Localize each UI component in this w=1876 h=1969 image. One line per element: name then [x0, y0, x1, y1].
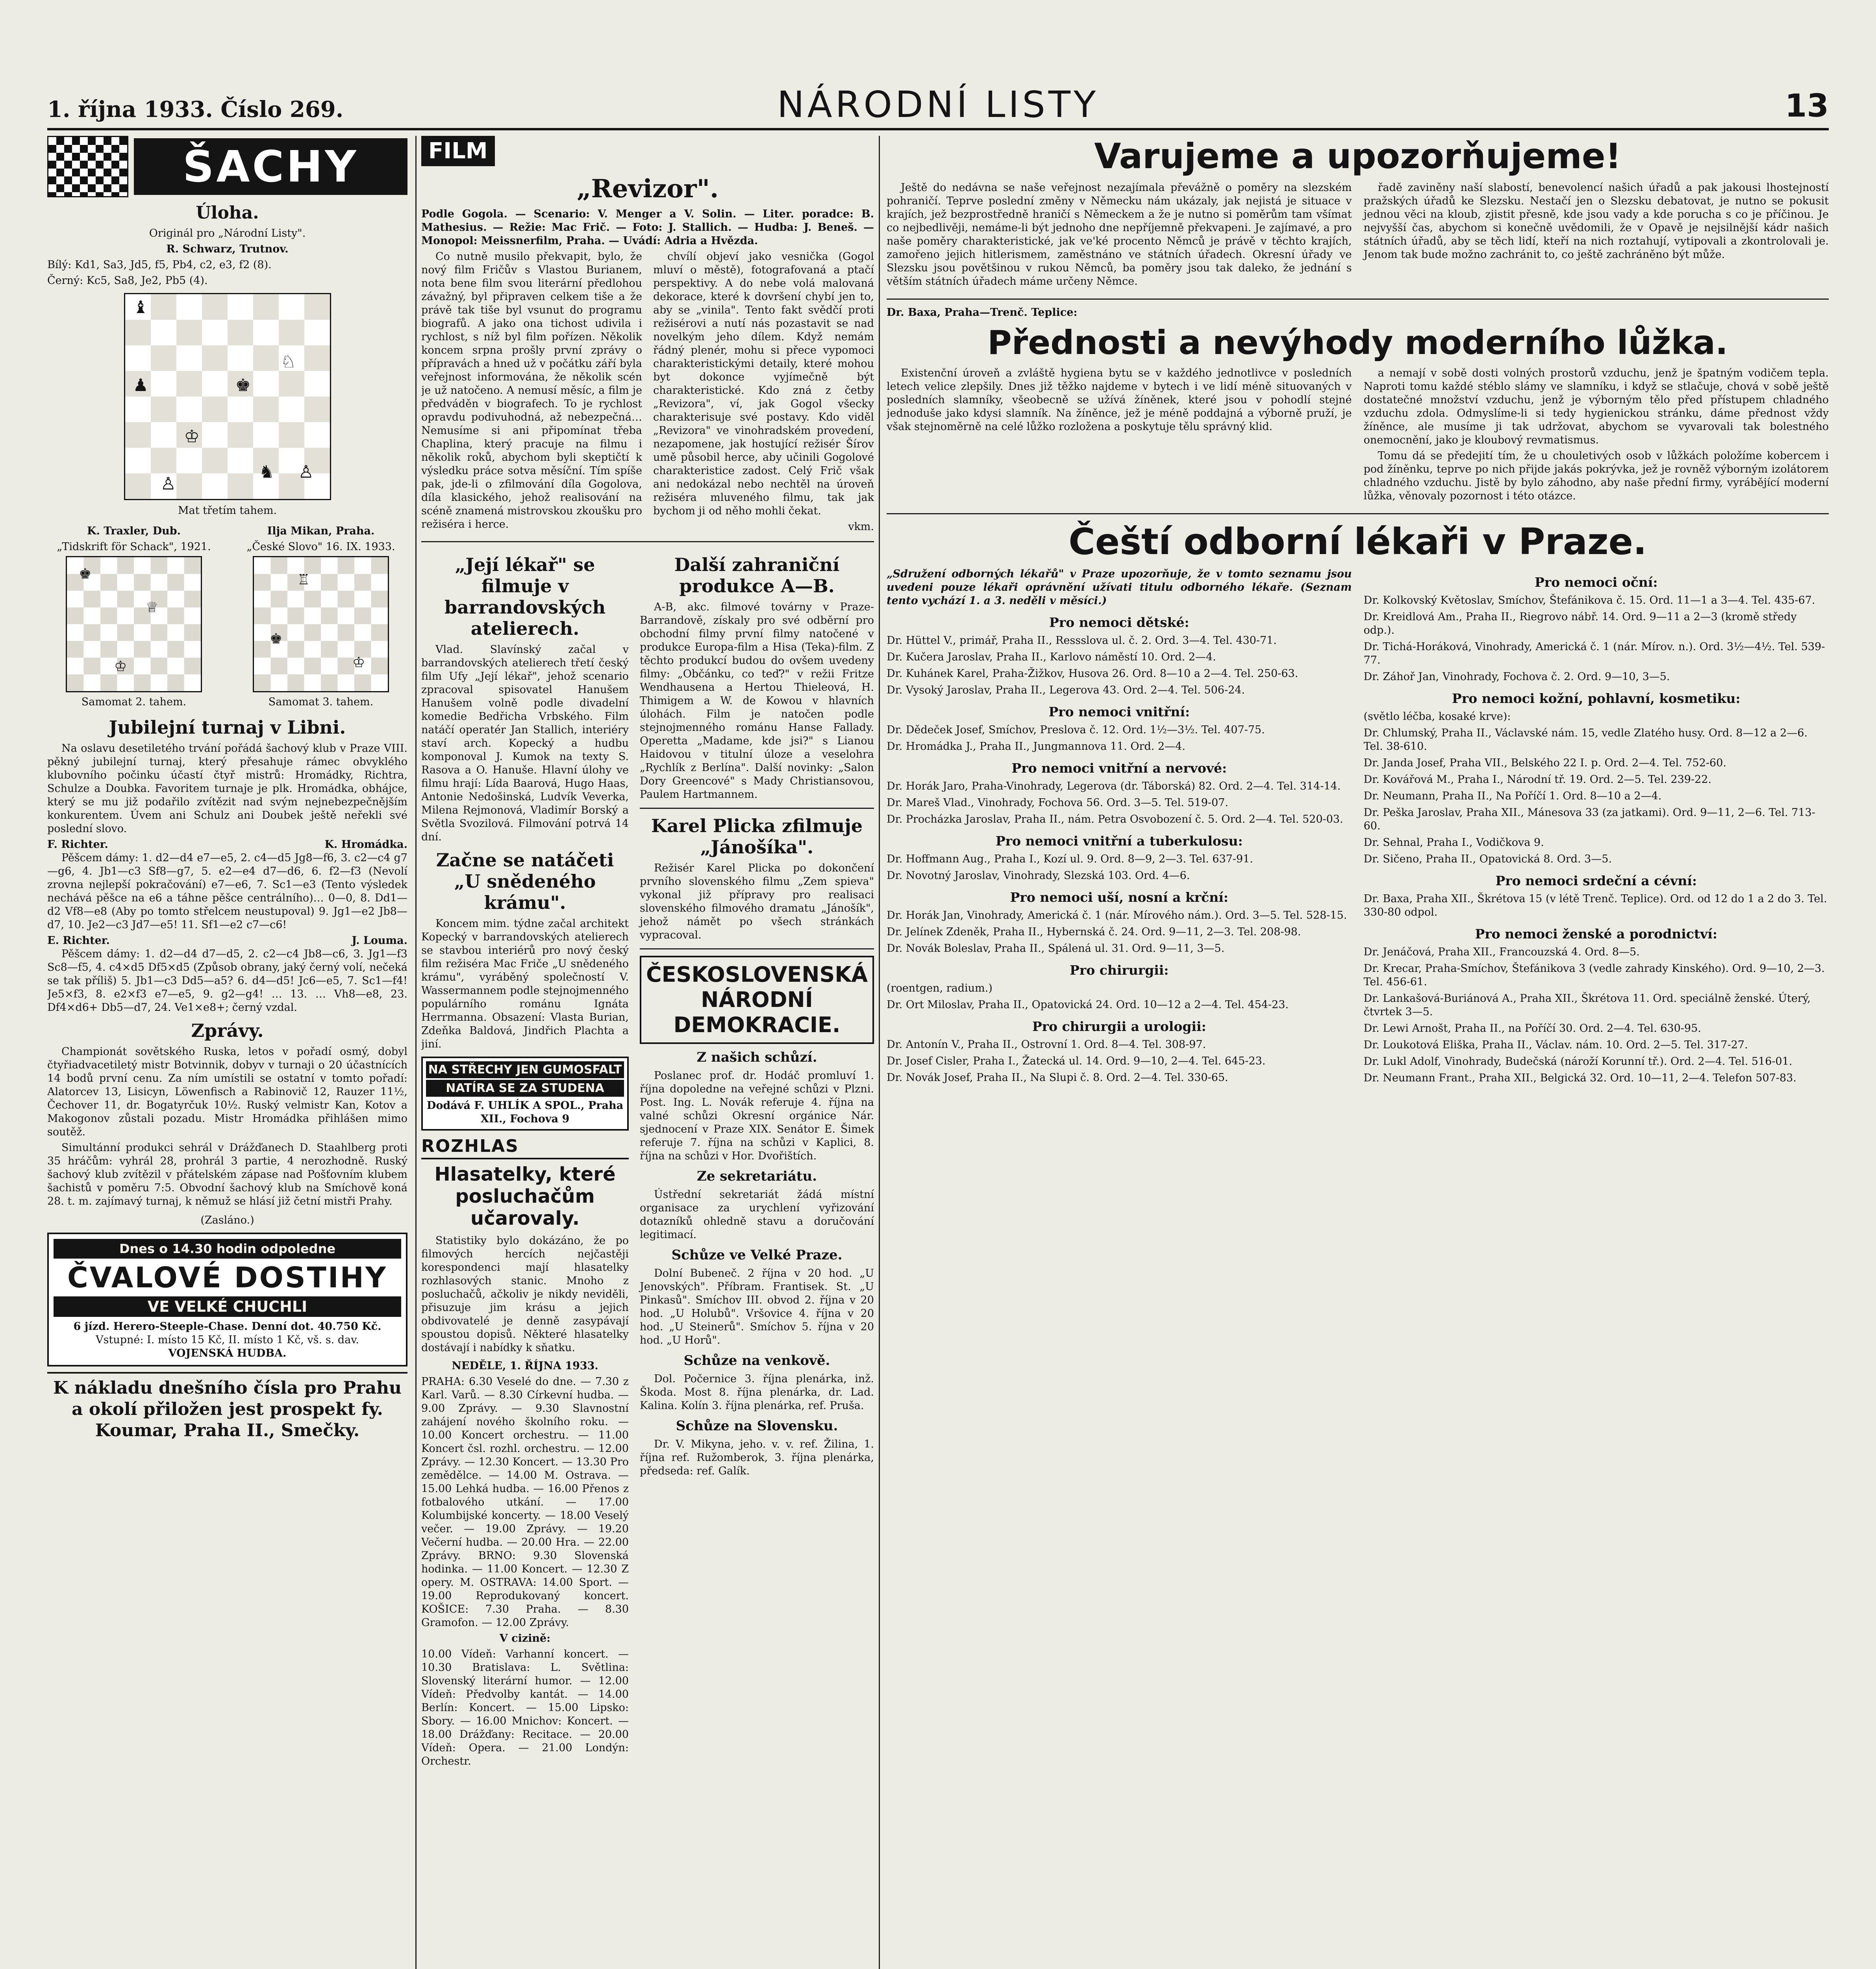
- radio-program: PRAHA: 6.30 Veselé do dne. — 7.30 z Karl. Varů. — 8.30 Církevní hudba. — 9.00 Zprávy. — 9.30 Slavnostní zahájení nového školního roku. — 10.00 Koncert orchestru. — 11.00 Koncert čsl. rozhl. orchestru. — 12.00 Zprávy. — 12.30 Koncert. — 13.30 Pro zemědělce. — 14.00 M. Ostrava. — 15.00 Lehká hudba. — 16.00 Přenos z fotbalového utkání. — 17.00 Kolumbijské koncerty. — 18.00 Veselý večer. — 19.00 Zprávy. — 19.20 Večerní hudba. — 20.00 Hra. — 22.00 Zprávy. BRNO: 9.30 Slovenská hodinka. — 11.00 Koncert. — 12.30 Z opery. M. OSTRAVA: 14.00 Sport. — 19.00 Reprodukovaný koncert. KOŠICE: 7.30 Praha. — 8.30 Gramofon. — 12.00 Zprávy.: [421, 1376, 629, 1629]
- specialty-heading: Pro nemoci uší, nosní a krční:: [1010, 890, 1228, 905]
- doctor-entry: Dr. Chlumský, Praha II., Václavské nám. 15, vedle Zlatého husy. Ord. 8—12 a 2—6. Tel. 38-610.: [1363, 727, 1808, 753]
- article-signature: vkm.: [848, 521, 874, 533]
- specialty-heading: Pro nemoci srdeční a cévní:: [1495, 873, 1697, 888]
- doctor-entry: Dr. Lewi Arnošt, Praha II., na Poříčí 30. Ord. 2—4. Tel. 630-95.: [1363, 1022, 1701, 1035]
- doctor-entry: Dr. Krecar, Praha-Smíchov, Štefánikova 3 (vedle zahrady Kinského). Ord. 9—10, 2—3. Tel. 456-61.: [1363, 962, 1825, 988]
- article-text: A-B, akc. filmové továrny v Praze-Barrandově, získaly pro své odběrní pro obchodní filmy první filmy natočené v produkce Europa-film a Hisa (Teka)-film. Z těchto produkcí budou do ovšem uvedeny filmy: „Občánku, co teď?" v režii Fritze Wendhausena a Hertou Thieleová, H. Thimigem a W. de Kowou v hlavních úlohách. Film je natočen podle stejnojmenného románu Hanse Fallady. Operetta „Madame, kde jsi?" s Lianou Haidovou v titulní úloze a veselohra „Rychlík z Berlína". Další novinky: „Salon Dory Greencové" s Mady Christiansovou, Paulem Hartmannem.: [640, 601, 874, 801]
- ad-line: Dnes o 14.30 hodin odpoledne: [54, 1239, 401, 1259]
- problem-mikan: [234, 525, 407, 711]
- cnd-subhead: Schůze na Slovensku.: [676, 1418, 838, 1434]
- doctor-entry: Dr. Hromádka J., Praha II., Jungmannova 11. Ord. 2—4.: [887, 740, 1185, 753]
- cnd-heading: ČESKOSLOVENSKÁ NÁRODNÍ DEMOKRACIE.: [640, 956, 874, 1044]
- white-pawn-icon: ♙: [160, 474, 176, 494]
- cnd-text: Dolní Bubeneč. 2 října v 20 hod. „U Jenovských". Příbram. Frantisek. St. „U Pinkasů". Smíchov III. obvod 2. října v 20 hod. „U Holubů". Vršovice 4. října v 20 hod. „U Steinerů". Smíchov 5. října v 20 hod. „U Horů".: [640, 1267, 874, 1346]
- doctor-entry: Dr. Jelínek Zdeněk, Praha II., Hybernská č. 24. Ord. 9—11, 2—3. Tel. 208-98.: [887, 926, 1301, 938]
- white-king-icon: ♔: [352, 654, 365, 671]
- article-text: chvílí objeví jako vesnička (Gogol mluví o městě), fotografovaná a ptačí perspektivy. A do nebe volá malovaná dekorace, které k dovršení chybí jen to, aby se „vinila". Tento fakt svědčí proti režisérovi a nutí nás pozastavit se nad novelkým jeho dílem. Když nemám řádný plenér, mohu si přece vypomoci charakteristickými detaily, které mohou byt dokonce vyjímečně být charakteristické. Kdo zná z četby „Revizora", ví, jak Gogol všecky charakterisuje své postavy. Kdo viděl „Revizora" ve vinohradském provedení, nezapomene, jak hostující režisér Šírov umě působil herce, aby učinili Gogolové charakteristice zadost. Celý Frič však ani nedokázal nebo nechtěl na úroveň režiséra mluveného filmu, tak jak bychom ji od něho mohli čekat.: [653, 250, 874, 517]
- headline-jeji-lekar: „Její lékař" se filmuje v barrandovských atelierech.: [444, 554, 606, 639]
- specialty-heading: Pro nemoci vnitřní a tuberkulosu:: [995, 833, 1243, 849]
- ad-line: Vstupné: I. místo 15 Kč, II. místo 1 Kč, vš. s. dav.: [96, 1334, 359, 1346]
- ad-dostihy: [47, 1233, 407, 1366]
- column-rule: [415, 136, 417, 1969]
- doctor-entry: Dr. Neumann Frant., Praha XII., Belgická 32. Ord. 10—11, 2—4. Telefon 507-83.: [1363, 1072, 1796, 1084]
- doctor-entry: Dr. Ort Miloslav, Praha II., Opatovická 24. Ord. 10—12 a 2—4. Tel. 454-23.: [887, 999, 1289, 1011]
- doctor-entry: Dr. Hüttel V., primář, Praha II., Ressslova ul. č. 2. Ord. 3—4. Tel. 430-71.: [887, 634, 1277, 647]
- divider: [640, 808, 874, 809]
- problem-caption: Samomat 3. tahem.: [268, 696, 374, 708]
- specialty-heading: Pro chirurgii:: [1070, 962, 1169, 978]
- column-rule: [879, 136, 880, 1969]
- film-lower: [421, 549, 874, 1771]
- divider: [421, 541, 874, 542]
- black-pawn-icon: ♟: [133, 375, 148, 395]
- ad-line: NA STŘECHY JEN GUMOSFALT: [426, 1061, 624, 1078]
- chess-header: [47, 136, 407, 197]
- doctor-entry: Dr. Kovářová M., Praha I., Národní tř. 19. Ord. 2—5. Tel. 239-22.: [1363, 773, 1711, 786]
- headline-varujeme: Varujeme a upozorňujeme!: [1094, 136, 1621, 176]
- headline-snedeny-kram: Začne se natáčeti „U snědeného krámu".: [436, 849, 614, 913]
- ad-line: NATÍRA SE ZA STUDENA: [426, 1080, 624, 1097]
- specialty-heading: Pro nemoci ženské a porodnictví:: [1475, 926, 1718, 942]
- problem-traxler: [47, 525, 220, 711]
- article-text: Na oslavu desetiletého trvání pořádá šachový klub v Praze VIII. pěkný jubilejní turnaj, který přesahuje rámec obvyklého klubovního počinku účastí čtyř mistrů: Hromádky, Richtra, Schulze a Doubka. Favoritem turnaje je plk. Hromádka, obhájce, který se mu již podařilo zvítězit nad svým nejnebezpečnějším konkurentem. Úvem ani Schulz ani Doubek ještě neřekli své poslední slovo.: [47, 742, 407, 835]
- doctor-entry: Dr. Novák Boleslav, Praha II., Spálená ul. 31. Ord. 9—11, 3—5.: [887, 942, 1225, 955]
- film-column: [421, 136, 874, 1969]
- doctor-entry: Dr. Neumann, Praha II., Na Poříčí 1. Ord. 8—10 a 2—4.: [1363, 790, 1662, 802]
- player-white: E. Richter.: [47, 934, 110, 947]
- cnd-subhead: Schůze ve Velké Praze.: [671, 1247, 843, 1263]
- article-text: Ještě do nedávna se naše veřejnost nezajímala převážně o poměry na slezském pohraničí. Teprve poslední změny v Německu nám ukázaly, jak nejistá je situace v krajích, jež bezprostředně hraničí s Německem a že je nutno si poměrům tam všímat co nejbedlivěji, nemáme-li být jednoho dne nepříjemně překvapeni. Je zajímavé, a pro naše poměry charakteristické, jak ve'ké procento Němců je právě v těchto krajích, zamořeno jejich hitlerismem, zaměstnáno ve státních úřadech. Okresní úřady ve Slezsku jsou povětšinou v rukou Němců, ba poměry jsou tak daleko, že jednání s větším státních úřadech máme určeny Němce.: [887, 182, 1352, 287]
- article-text: Režisér Karel Plicka po dokončení prvního slovenského filmu „Zem spieva" vykonal již přípravy pro realisaci slovenského filmového dramatu „Jánošík", jehož námět po všech stránkách vypracoval.: [640, 862, 874, 941]
- film-right: [640, 549, 874, 1771]
- cnd-text: Ústřední sekretariát žádá místní organisace za urychlení vyřizování dotazníků ohledně stavu a doručování legitimací.: [640, 1188, 874, 1241]
- film-left: [421, 549, 629, 1771]
- article-text: Simultánní produkci sehrál v Drážďanech D. Staahlberg proti 35 hráčům: vyhrál 28, prohrál 3 partie, 4 nerozhodně. Ruský šachový klub zvítězil v přátelském zápase nad Pošťovním klubem šachistů v poměru 7:5. Obvodní šachový klub na Smíchově koná 28. t. m. zajímavý turnaj, k němuž se hlásí již četní mistři Prahy.: [47, 1142, 407, 1207]
- player-white: F. Richter.: [47, 838, 108, 851]
- ad-line: VE VELKÉ CHUCHLI: [54, 1296, 401, 1317]
- doctor-entry: Dr. Janda Josef, Praha VII., Belského 22 I. p. Ord. 2—4. Tel. 752-60.: [1363, 757, 1726, 769]
- section-label-film: FILM: [421, 136, 495, 166]
- doctor-entry: Dr. Vysoký Jaroslav, Praha II., Legerova 43. Ord. 2—4. Tel. 506-24.: [887, 684, 1245, 696]
- radio-program-foreign: 10.00 Vídeň: Varhanní koncert. — 10.30 Bratislava: L. Světlina: Slovenský literární humor. — 12.00 Vídeň: Předvolby kantát. — 14.00 Berlín: Koncert. — 15.00 Lipsko: Sbory. — 16.00 Mnichov: Koncert. — 18.00 Drážďany: Recitace. — 20.00 Vídeň: Opera. — 21.00 Londýn: Orchestr.: [421, 1648, 629, 1767]
- doctor-entry: Dr. Kuhánek Karel, Praha-Žižkov, Husova 26. Ord. 8—10 a 2—4. Tel. 250-63.: [887, 667, 1298, 680]
- footer-notice: K nákladu dnešního čísla pro Prahu a okolí přiložen jest prospekt fy. Koumar, Praha II., Smečky.: [47, 1372, 407, 1441]
- problem-author: Ilja Mikan, Praha.: [267, 525, 375, 537]
- doctor-entry: Dr. Kolkovský Květoslav, Smíchov, Štefánikova č. 15. Ord. 11—1 a 3—4. Tel. 435-67.: [1363, 594, 1815, 606]
- article-text: Tomu dá se předejití tím, že u chouletivých osob v lůžkách položíme kobercem i pod žíněnku, teprve po nich přijde jakás pokrývka, jež je rovněž výborným izolátorem chladného vzduchu. Jistě by bylo záhodno, aby naše přední firmy, vyrábějící moderní lůžka, věnovaly pozornost i této otázce.: [1363, 450, 1829, 502]
- white-king-icon: ♔: [184, 426, 200, 447]
- game-players: [47, 838, 407, 851]
- doctor-entry: Dr. Lukl Adolf, Vinohrady, Budečská (nároží Korunní tř.). Ord. 2—4. Tel. 516-01.: [1363, 1055, 1793, 1068]
- prednosti-right: [1364, 367, 1829, 505]
- revizor-body: [421, 250, 874, 535]
- headline-jubilejni-turnaj: Jubilejní turnaj v Libni.: [109, 717, 346, 738]
- problem-author: R. Schwarz, Trutnov.: [166, 243, 289, 255]
- player-black: K. Hromádka.: [324, 838, 407, 851]
- ad-gumosfalt: [421, 1057, 629, 1131]
- chess-diagram-mikan: [253, 556, 389, 692]
- black-bishop-icon: ♝: [133, 297, 148, 317]
- cnd-text: Poslanec prof. dr. Hodáč promluví 1. října dopoledne na veřejné schůzi v Plzni. Post. Ing. L. Novák referuje 4. října na valné schůzi Okresní orgánice Nár. sjednocení v Praze XIX. Senátor E. Šimek referuje 7. října na schůzi v Kaplici, 8. října na schůzi v Hor. Dvořištích.: [640, 1070, 874, 1162]
- program-date: NEDĚLE, 1. ŘÍJNA 1933.: [452, 1360, 598, 1372]
- film-credits: Podle Gogola. — Scenario: V. Menger a V. Solin. — Liter. poradce: B. Mathesius. — Režie: Mac Frič. — Foto: J. Stallich. — Hudba: J. Beneš. — Monopol: Meissnerfilm, Praha. — Uvádí: Adria a Hvězda.: [421, 208, 874, 247]
- chess-diagram-traxler: [66, 556, 202, 692]
- doctor-entry: Dr. Lankašová-Buriánová A., Praha XII., Škrétova 11. Ord. speciálně ženské. Úterý, čtvrtek 3—5.: [1363, 992, 1811, 1018]
- headline-dalsi-produkce: Další zahraniční produkce A—B.: [674, 554, 840, 597]
- problem-caption: Mat třetím tahem.: [178, 504, 277, 517]
- cnd-subhead: Ze sekretariátu.: [697, 1168, 817, 1184]
- article-text: Statistiky bylo dokázáno, že po filmových hercích nejčastěji korespondenci mají hlasatelky rozhlasových stanic. Mnoho z posluchačů, ačkoliv je nikdy neviděli, přisuzuje jim krásu a jejich obdivovatelé je denně zasypávají spoustou dopisů. Některé hlasatelky dostávají i nabídky k sňatku.: [421, 1235, 629, 1354]
- right-column: [887, 136, 1829, 1969]
- doctor-entry: Dr. Procházka Jaroslav, Praha II., nám. Petra Osvobození č. 5. Ord. 2—4. Tel. 520-03.: [887, 813, 1343, 825]
- article-text: Co nutně musilo překvapit, bylo, že nový film Fričův s Vlastou Burianem, nota bene film svou literární předlohou závažný, byl připraven celkem tiše a že právě tak tiše byl vsunut do programu biografů. A jako ona tichost udivila i rychlost, s níž byl film pořízen. Několik koncem srpna prošly první zprávy o přípravách a hned už v počátku září byla veřejnost informována, že několik scén je už natočeno. A nemusí měsíc, a film je předváděn v biografech. To je rychlost opravdu podivuhodná, až nebezpečná… Nemusíme si ani připomínat třeba Chaplina, který pracuje na filmu i několik roků, abychom byli skeptičtí k výsledku práce sotva měsíční. Tím spíše pak, jde-li o zfilmování díla Gogolova, díla klasického, jehož realisování na scéně znamená mistrovskou zkoušku pro režiséra i herce.: [421, 250, 642, 530]
- article-byline: Dr. Baxa, Praha—Trenč. Teplice:: [887, 306, 1078, 319]
- zaslano-label: (Zasláno.): [200, 1214, 254, 1226]
- article-text: řadě zaviněny naší slabostí, benevolencí našich úřadů a pak jakousi lhostejností pražských úřadů ke Slezsku. Nestačí jen o Slezsku debatovat, je nutno se pokusit jednou věci na kloub, zjistit přesně, kde jsou vady a kde porucha s co je příčinou. Je nejvyšší čas, abychom si konečně uvědomili, že v Opavě je nejsilnější kádr našich státních úřadů, aby se těch lidí, kteří na nich roztahují, vytipovali a zkontrolovali je. Jenom tak bude možno zachránit to, co ještě zachráněno být může.: [1363, 182, 1829, 261]
- doctor-entry: Dr. Tichá-Horáková, Vinohrady, Americká č. 1 (nár. Mírov. n.). Ord. 3½—4½. Tel. 539-77.: [1363, 641, 1825, 666]
- black-king-icon: ♚: [235, 375, 251, 395]
- page-number: 13: [1785, 87, 1829, 124]
- doctor-entry: Dr. Horák Jaro, Praha-Vinohrady, Legerova (dr. Táborská) 82. Ord. 2—4. Tel. 314-14.: [887, 780, 1341, 792]
- doctor-entry: Dr. Josef Cisler, Praha I., Žatecká ul. 14. Ord. 9—10, 2—4. Tel. 645-23.: [887, 1055, 1266, 1067]
- article-text: Championát sovětského Ruska, letos v pořadí osmý, dobyl čtyřiadvacetiletý mistr Botvinnik, dobyv v turnaji o 20 účastnících 14 bodů první cenu. Za ním umístili se ostatní v tomto pořadí: Alatorcev 13, Lisicyn, Löwenfisch a Rabinovič 12, Rauzer 11½, Čechover 11, dr. Bogatyrčuk 10½. Ruský velmistr Kan, Kotov a Makogonov zůstali pozadu. Mistr Hromádka přihlášen mimo soutěž.: [47, 1046, 407, 1138]
- specialty-heading: Pro nemoci dětské:: [1049, 615, 1189, 630]
- doctor-entry: Dr. Novotný Jaroslav, Vinohrady, Slezská 103. Ord. 4—6.: [887, 870, 1190, 882]
- doctor-entry: Dr. Antonín V., Praha II., Ostrovní 1. Ord. 8—4. Tel. 308-97.: [887, 1038, 1206, 1051]
- player-black: J. Louma.: [352, 934, 407, 947]
- divider: [887, 513, 1829, 514]
- game-players: [47, 934, 407, 947]
- doctor-list-right: [1364, 567, 1829, 1088]
- headline-lekari: Čeští odborní lékaři v Praze.: [1069, 521, 1647, 563]
- article-text: Existenční úroveň a zvláště hygiena bytu se v každého jednotlivce v posledních letech velice zlepšily. Dnes již těžko najdeme v bytech i ve lidí méně situovaných v posledních slamníky, všeobecně se užívá žíněnek, které jsou v pohodlí stejné jednoduše jako kdysi slamník. Na žíněnce, jež je méně poddajná a výborně pruží, je však stejnoměrně na celé lůžko rozložena a poskytuje tělu správný klid.: [887, 367, 1352, 433]
- specialty-heading: Pro nemoci vnitřní a nervové:: [1011, 760, 1227, 776]
- newspaper-title: NÁRODNÍ LISTY: [777, 83, 1099, 126]
- white-queen-icon: ♕: [146, 599, 159, 616]
- doctor-entry: Dr. Záhoř Jan, Vinohrady, Fochova č. 2. Ord. 9—10, 3—5.: [1363, 671, 1670, 683]
- doctor-entry: Dr. Kreidlová Am., Praha II., Riegrovo nábř. 14. Ord. 9—11 a 2—3 (kromě středy odp.).: [1363, 611, 1797, 636]
- ad-headline: ČVALOVÉ DOSTIHY: [67, 1261, 388, 1294]
- cnd-text: Dol. Počernice 3. října plenárka, inž. Škoda. Most 8. října plenárka, dr. Lad. Kalina. Kolín 3. října plenárka, ref. Pruša.: [640, 1373, 874, 1412]
- headline-plicka: Karel Plicka zfilmuje „Jánošíka".: [651, 815, 863, 858]
- headline-hlasatelky: Hlasatelky, které posluchačům učarovaly.: [434, 1163, 616, 1229]
- ad-line: 6 jízd. Herero-Steeple-Chase. Denní dot. 40.750 Kč.: [73, 1320, 381, 1333]
- problem-white: Bílý: Kd1, Sa3, Jd5, f5, Pb4, c2, e3, f2 (8).: [47, 259, 272, 271]
- doctor-entry: Dr. Kučera Jaroslav, Praha II., Karlovo náměstí 10. Ord. 2—4.: [887, 651, 1216, 663]
- black-knight-icon: ♞: [259, 462, 274, 482]
- cnd-subhead: Schůze na venkově.: [683, 1353, 830, 1368]
- chess-column: [47, 136, 407, 1969]
- doctor-entry: Dr. Mareš Vlad., Vinohrady, Fochova 56. Ord. 3—5. Tel. 519-07.: [887, 797, 1228, 809]
- black-king-icon: ♚: [270, 631, 283, 647]
- doctor-entry: Dr. Hoffmann Aug., Praha I., Kozí ul. 9. Ord. 8—9, 2—3. Tel. 637-91.: [887, 853, 1253, 865]
- doctor-entry: Dr. Sičeno, Praha II., Opatovická 8. Ord. 3—5.: [1363, 853, 1612, 865]
- program-subhead: V cizině:: [499, 1632, 551, 1645]
- specialty-heading: Pro nemoci oční:: [1534, 575, 1658, 590]
- cnd-text: Dr. V. Mikyna, jeho. v. v. ref. Žilina, 1. října ref. Ružomberok, 3. října plenárka, předseda: ref. Galík.: [640, 1438, 874, 1477]
- doctor-list-intro: „Sdružení odborných lékařů" v Praze upozorňuje, že v tomto seznamu jsou uvedeni pouze lékaři oprávnění užívati titulu odborného lékaře. (Seznam tento vychází 1. a 3. neděli v měsíci.): [887, 568, 1352, 607]
- article-text: a nemají v sobě dosti volných prostorů vzduchu, jenž je špatným vodičem tepla. Naproti tomu každé stéblo slámy ve slamníku, i když se stlačuje, chová v sobě ještě dostatečné množství vzduchu, jenž je výborným tělo před přístupem chladného vzduchu zdola. Odmyslíme-li si tedy hygienickou stránku, dáme přednost vždy žíněnce, ale musíme ji tak udržovat, abychom se vyvarovali tak bolestného onemocnění, jako je kloubový revmatismus.: [1363, 367, 1829, 446]
- masthead: [47, 69, 1829, 130]
- specialty-heading: Pro nemoci kožní, pohlavní, kosmetiku:: [1452, 691, 1741, 706]
- game-moves: Pěšcem dámy: 1. d2—d4 e7—e5, 2. c4—d5 Jg8—f6, 3. c2—c4 g7—g6, 4. Jb1—c3 Sf8—g7, 5. e2—e4 d7—d6, 6. f2—f3 (Nevolí zrovna nejlepší pokračování) e7—e6, 7. Sc1—e3 (Tento výsledek nechává pěšce na e6 a táhne pěšce centrálního)… 0—0, 8. Dd1—d2 Vf8—e8 (Aby po tomto střelcem neustupoval) 9. Jg1—e2 Jb8—d7, 10. Je2—c3 Jd7—e5! 11. Sf1—e2 c7—c6!: [47, 852, 407, 931]
- problem-black: Černý: Kc5, Sa8, Je2, Pb5 (4).: [47, 274, 208, 287]
- doctor-entry: Dr. Baxa, Praha XII., Škrétova 15 (v létě Trenč. Teplice). Ord. od 12 do 1 a 2 do 3. Tel. 330-80 odpol.: [1363, 893, 1827, 918]
- chess-diagram-main: [124, 293, 331, 500]
- specialty-heading: Pro chirurgii a urologii:: [1032, 1019, 1206, 1034]
- section-label-rozhlas: ROZHLAS: [421, 1136, 629, 1159]
- doctor-entry: (světlo léčba, kosaké krve):: [1363, 710, 1511, 723]
- black-king-icon: ♚: [79, 566, 92, 582]
- ad-line: VOJENSKÁ HUDBA.: [168, 1347, 287, 1359]
- doctor-list-left: [887, 567, 1352, 1088]
- doctor-entry: Dr. Jenáčová, Praha XII., Francouzská 4. Ord. 8—5.: [1363, 946, 1640, 958]
- problem-original: Originál pro „Národní Listy".: [149, 227, 306, 239]
- ad-line: Dodává F. UHLÍK A SPOL., Praha XII., Fochova 9: [426, 1099, 624, 1125]
- white-pawn-icon: ♙: [298, 462, 314, 482]
- headline-zpravy: Zprávy.: [191, 1020, 264, 1041]
- headline-revizor: „Revizor".: [576, 174, 719, 204]
- problem-title: Úloha.: [196, 203, 259, 223]
- white-knight-icon: ♘: [280, 352, 296, 372]
- game-moves: Pěšcem dámy: 1. d2—d4 d7—d5, 2. c2—c4 Jb8—c6, 3. Jg1—f3 Sc8—f5, 4. c4×d5 Df5×d5 (Způsob obrany, jaký černý volí, nečeká se tak příliš) 5. Jb1—c3 Dd5—a5? 6. d4—d5! Jc6—e5, 7. Sc1—f4! Je5×f3, 8. e2×f3 e7—e5, 9. g2—g4! … 13. … Vh8—e8, 23. Df4×d6+ Db5—d7, 24. Ve1×e8+; černý vzdal.: [47, 948, 407, 1014]
- white-king-icon: ♔: [114, 658, 127, 675]
- doctor-entry: Dr. Peška Jaroslav, Praha XII., Mánesova 33 (za jatkami). Ord. 9—11, 2—6. Tel. 713-60.: [1363, 807, 1815, 832]
- specialty-heading: Pro nemoci vnitřní:: [1048, 704, 1190, 719]
- problem-caption: Samomat 2. tahem.: [81, 696, 187, 708]
- film-header: [421, 136, 874, 166]
- problem-source: „Tidskrift för Schack", 1921.: [57, 541, 211, 553]
- doctor-entry: (roentgen, radium.): [887, 982, 993, 994]
- white-rook-icon: ♖: [297, 572, 310, 588]
- divider: [640, 948, 874, 949]
- two-problems: [47, 525, 407, 711]
- doctor-entry: Dr. Dědeček Josef, Smíchov, Preslova č. 12. Ord. 1½—3½. Tel. 407-75.: [887, 724, 1265, 736]
- issue-date: 1. října 1933. Číslo 269.: [47, 96, 344, 122]
- article-text: Vlad. Slavínský začal v barrandovských atelierech třetí český film Ufy „Její lékař", jehož scenario zpracoval spisovatel Hanušem Hanušem volně podle divadelní komedie Bedřicha Vrbského. Film natáčí operatér Jan Stallich, interiéry staví arch. Kopecký a hudbu komponoval J. Kumok na texty S. Rasova a O. Hanuše. Hlavní úlohy ve filmu hrají: Lída Baarová, Hugo Haas, Antonie Nedošinská, Ludvík Veverka, Milena Rejmonová, Vladimír Borský a Světla Svozilová. Filmování potrvá 14 dní.: [421, 643, 629, 843]
- problem-author: K. Traxler, Dub.: [87, 525, 181, 537]
- varujeme-body: [887, 181, 1829, 291]
- article-text: Koncem mim. týdne začal architekt Kopecký v barrandovských atelierech se stavbou interiérů pro nový český film režiséra Mac Friče „U snědeného krámu", vyráběný společností V. Wassermannem podle stejnojmenného populárního románu Ignáta Herrmanna. Obsazení: Vlasta Burian, Zdeňka Baldová, Jindřich Plachta a jiní.: [421, 918, 629, 1050]
- cnd-subhead: Z našich schůzí.: [696, 1049, 817, 1065]
- divider: [887, 299, 1829, 300]
- prednosti-body: [887, 367, 1829, 505]
- section-label-sachy: ŠACHY: [134, 138, 407, 195]
- doctor-entry: Dr. Novák Josef, Praha II., Na Slupi č. 8. Ord. 2—4. Tel. 330-65.: [887, 1072, 1228, 1084]
- lekari-body: [887, 567, 1829, 1088]
- headline-prednosti: Přednosti a nevýhody moderního lůžka.: [987, 323, 1728, 362]
- doctor-entry: Dr. Loukotová Eliška, Praha II., Václav. nám. 10. Ord. 2—5. Tel. 317-27.: [1363, 1039, 1748, 1051]
- doctor-entry: Dr. Horák Jan, Vinohrady, Americká č. 1 (nár. Mírového nám.). Ord. 3—5. Tel. 528-15.: [887, 909, 1347, 921]
- problem-source: „České Slovo" 16. IX. 1933.: [246, 541, 395, 553]
- chessboard-logo-icon: [47, 136, 128, 197]
- doctor-entry: Dr. Sehnal, Praha I., Vodičkova 9.: [1363, 836, 1544, 849]
